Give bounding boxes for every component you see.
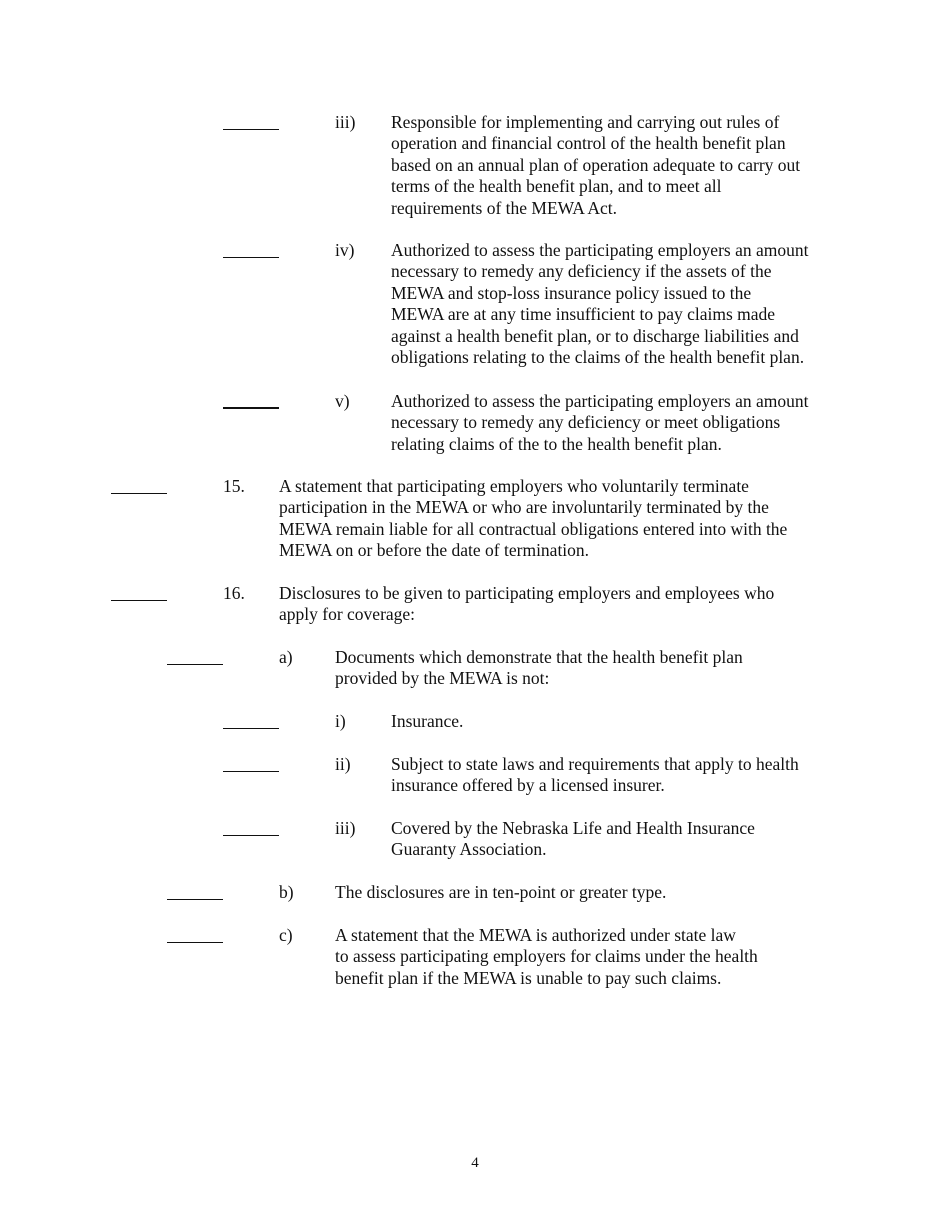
checklist-item-iii-b: [0, 818, 950, 862]
text-line: Responsible for implementing and carrying out rules of: [391, 112, 780, 132]
text-line: A statement that the MEWA is authorized under state law: [335, 925, 736, 945]
text-line: requirements of the MEWA Act.: [391, 197, 617, 218]
text-line: MEWA remain liable for all contractual obligations entered into with the: [279, 518, 788, 539]
text-line: apply for coverage:: [279, 604, 416, 625]
checkbox-blank-line[interactable]: [223, 257, 279, 258]
item-marker: iii): [335, 818, 356, 838]
text-line: terms of the health benefit plan, and to meet all: [391, 176, 722, 197]
checklist-item-15: [0, 476, 950, 564]
checkbox-blank-line[interactable]: [111, 600, 167, 601]
text-line: necessary to remedy any deficiency if the assets of the: [391, 261, 772, 282]
text-line: provided by the MEWA is not:: [335, 668, 550, 689]
item-marker: a): [279, 647, 293, 667]
text-line: necessary to remedy any deficiency or meet obligations: [391, 412, 781, 433]
text-line: Insurance.: [391, 711, 464, 731]
checkbox-blank-line[interactable]: [167, 664, 223, 665]
text-line: operation and financial control of the health benefit plan: [391, 133, 786, 154]
checkbox-blank-line[interactable]: [111, 493, 167, 494]
item-marker: 16.: [223, 583, 245, 603]
text-line: obligations relating to the claims of the health benefit plan.: [391, 347, 805, 368]
item-marker: c): [279, 925, 293, 945]
item-text: [279, 476, 859, 562]
text-line: based on an annual plan of operation adequate to carry out: [391, 154, 801, 175]
text-line: Documents which demonstrate that the health benefit plan: [335, 647, 743, 667]
checkbox-blank-line[interactable]: [167, 942, 223, 943]
checklist-item-a: [0, 647, 950, 691]
text-line: participation in the MEWA or who are involuntarily terminated by the: [279, 497, 769, 518]
item-marker: ii): [335, 754, 351, 774]
checklist-item-b: [0, 882, 950, 904]
item-marker: i): [335, 711, 346, 731]
text-line: Guaranty Association.: [391, 839, 547, 860]
item-text: [391, 754, 861, 797]
text-line: Covered by the Nebraska Life and Health Insurance: [391, 818, 755, 838]
text-line: MEWA are at any time insufficient to pay claims made: [391, 304, 776, 325]
item-text: [335, 925, 855, 989]
item-text: [335, 882, 855, 903]
text-line: Disclosures to be given to participating employers and employees who: [279, 583, 775, 603]
item-text: [391, 391, 861, 455]
item-text: [279, 583, 859, 626]
item-text: [391, 711, 861, 732]
item-text: [391, 112, 861, 219]
item-marker: b): [279, 882, 294, 902]
checklist-item-ii: [0, 754, 950, 798]
item-text: [391, 240, 861, 368]
text-line: Authorized to assess the participating employers an amount: [391, 391, 809, 411]
item-text: [391, 818, 861, 861]
item-marker: v): [335, 391, 350, 411]
item-text: [335, 647, 855, 690]
text-line: against a health benefit plan, or to discharge liabilities and: [391, 325, 799, 346]
text-line: Subject to state laws and requirements that apply to health: [391, 754, 799, 774]
checkbox-blank-line[interactable]: [223, 771, 279, 772]
text-line: A statement that participating employers who voluntarily terminate: [279, 476, 749, 496]
text-line: The disclosures are in ten-point or greater type.: [335, 882, 667, 902]
text-line: insurance offered by a licensed insurer.: [391, 775, 665, 796]
checklist-item-iv: [0, 240, 950, 370]
checkbox-blank-line[interactable]: [167, 899, 223, 900]
checklist-item-i: [0, 711, 950, 733]
text-line: to assess participating employers for claims under the health: [335, 946, 758, 967]
item-marker: iii): [335, 112, 356, 132]
item-marker: 15.: [223, 476, 245, 496]
item-marker: iv): [335, 240, 355, 260]
text-line: relating claims of the to the health benefit plan.: [391, 433, 722, 454]
text-line: MEWA on or before the date of termination.: [279, 540, 590, 561]
checklist-item-v: [0, 391, 950, 457]
checkbox-blank-line[interactable]: [223, 407, 279, 409]
checkbox-blank-line[interactable]: [223, 835, 279, 836]
checklist-item-16: [0, 583, 950, 627]
checklist-item-c: [0, 925, 950, 991]
checkbox-blank-line[interactable]: [223, 129, 279, 130]
checklist-item-iii: [0, 112, 950, 222]
text-line: Authorized to assess the participating employers an amount: [391, 240, 809, 260]
text-line: benefit plan if the MEWA is unable to pay such claims.: [335, 967, 722, 988]
checkbox-blank-line[interactable]: [223, 728, 279, 729]
text-line: MEWA and stop-loss insurance policy issued to the: [391, 282, 752, 303]
page-number: 4: [471, 1155, 479, 1171]
